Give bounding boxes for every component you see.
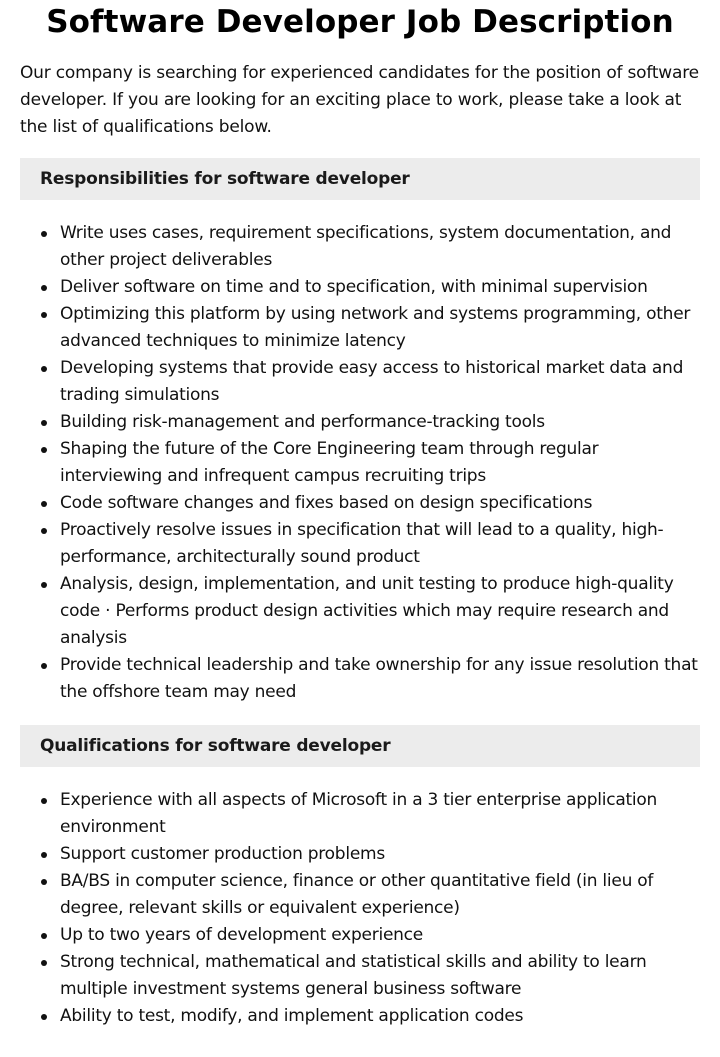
bullet-icon [41, 528, 47, 534]
bullet-icon [41, 366, 47, 372]
bullet-icon [41, 420, 47, 426]
list-item [20, 220, 700, 274]
list-item [20, 652, 700, 706]
list-item-text: Write uses cases, requirement specifications, system documentation, and other project deliverables [60, 223, 672, 270]
list-item-text: Ability to test, modify, and implement application codes [60, 1006, 524, 1026]
qualifications-list [20, 787, 700, 1030]
bullet-icon [41, 933, 47, 939]
list-item [20, 436, 700, 490]
bullet-icon [41, 798, 47, 804]
intro-paragraph: Our company is searching for experienced candidates for the position of software developer. If you are looking for an exciting place to work, please take a look at the list of qualifications below. [20, 63, 699, 137]
bullet-icon [41, 312, 47, 318]
list-item [20, 841, 700, 868]
list-item-text: Building risk-management and performance-tracking tools [60, 412, 545, 432]
list-item [20, 922, 700, 949]
bullet-icon [41, 663, 47, 669]
bullet-icon [41, 447, 47, 453]
list-item-text: Deliver software on time and to specification, with minimal supervision [60, 277, 648, 297]
list-item [20, 517, 700, 571]
list-item-text: Experience with all aspects of Microsoft in a 3 tier enterprise application environment [60, 790, 658, 837]
list-item [20, 787, 700, 841]
bullet-icon [41, 582, 47, 588]
list-item-text: Analysis, design, implementation, and unit testing to produce high-quality code · Performs product design activities which may require research and analysis [60, 574, 674, 648]
list-item-text: Support customer production problems [60, 844, 385, 864]
list-item [20, 409, 700, 436]
bullet-icon [41, 231, 47, 237]
bullet-icon [41, 879, 47, 885]
list-item [20, 1003, 700, 1030]
list-item-text: Up to two years of development experience [60, 925, 423, 945]
list-item [20, 274, 700, 301]
list-item-text: Shaping the future of the Core Engineering team through regular interviewing and infrequent campus recruiting trips [60, 439, 599, 486]
list-item-text: Optimizing this platform by using network and systems programming, other advanced techniques to minimize latency [60, 304, 691, 351]
page-title: Software Developer Job Description [46, 4, 674, 40]
list-item-text: Code software changes and fixes based on design specifications [60, 493, 593, 513]
bullet-icon [41, 285, 47, 291]
list-item [20, 301, 700, 355]
list-item-text: Strong technical, mathematical and statistical skills and ability to learn multiple investment systems general business software [60, 952, 647, 999]
list-item-text: BA/BS in computer science, finance or other quantitative field (in lieu of degree, relevant skills or equivalent experience) [60, 871, 654, 918]
bullet-icon [41, 1014, 47, 1020]
bullet-icon [41, 852, 47, 858]
list-item-text: Proactively resolve issues in specification that will lead to a quality, high-performance, architecturally sound product [60, 520, 664, 567]
qualifications-heading: Qualifications for software developer [20, 725, 700, 767]
responsibilities-list [20, 220, 700, 706]
bullet-icon [41, 501, 47, 507]
list-item-text: Developing systems that provide easy access to historical market data and trading simulations [60, 358, 684, 405]
list-item [20, 490, 700, 517]
list-item [20, 571, 700, 652]
responsibilities-heading: Responsibilities for software developer [20, 158, 700, 200]
bullet-icon [41, 960, 47, 966]
list-item [20, 355, 700, 409]
list-item-text: Provide technical leadership and take ownership for any issue resolution that the offshore team may need [60, 655, 698, 702]
list-item [20, 949, 700, 1003]
list-item [20, 868, 700, 922]
